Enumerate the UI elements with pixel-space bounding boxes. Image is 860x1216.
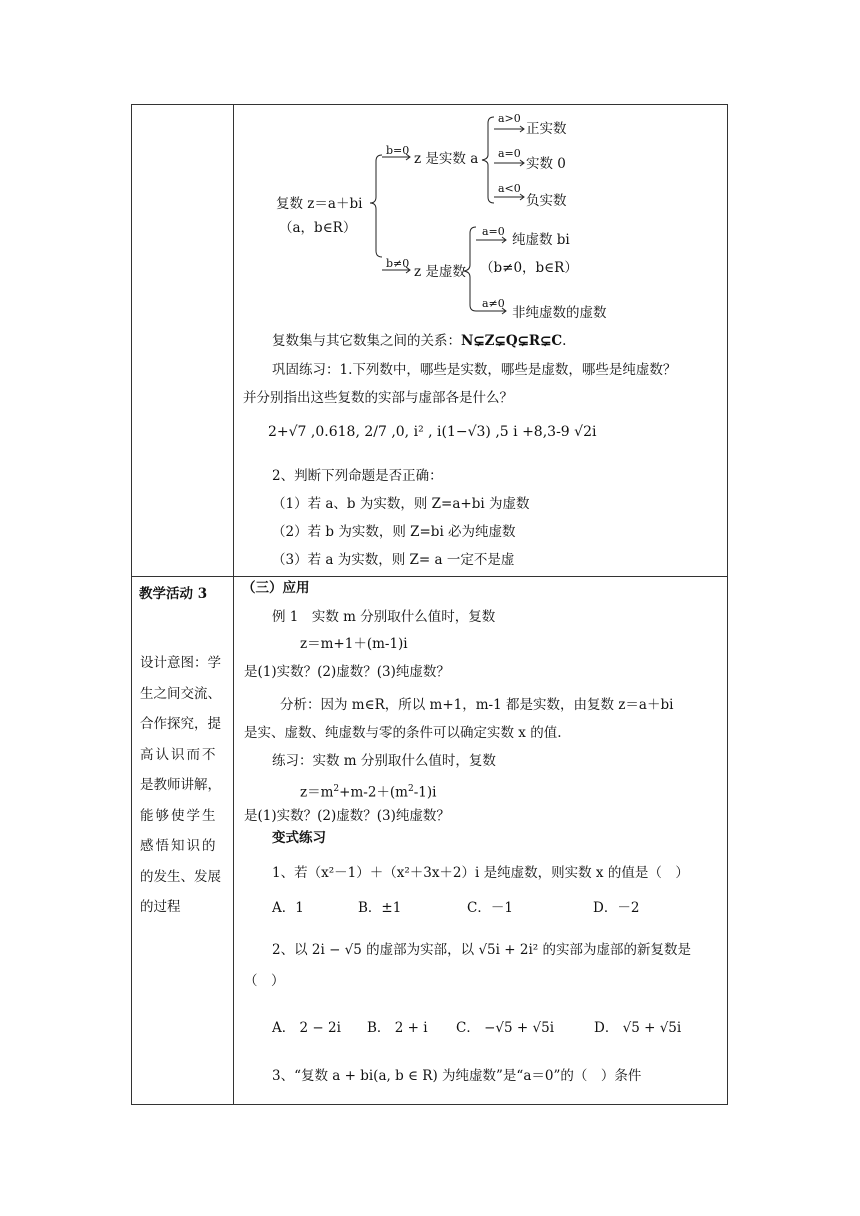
tree-root-label: 复数 z＝a＋bi bbox=[276, 196, 363, 212]
question2-line2: （ ） bbox=[244, 973, 285, 989]
practice2-title: 2、判断下列命题是否正确： bbox=[272, 468, 443, 484]
tree-negative-real: 负实数 bbox=[526, 193, 567, 209]
practice-line1: 练习：实数 m 分别取什么值时，复数 bbox=[272, 753, 496, 769]
tree-real-branch: z 是实数 a bbox=[414, 151, 479, 167]
tree-zero-condition: a=0 bbox=[498, 147, 521, 160]
variant-title: 变式练习 bbox=[272, 830, 326, 846]
tree-negative-condition: a<0 bbox=[498, 182, 521, 195]
question3: 3、“复数 a + bi(a, b ∈ R) 为纯虚数”是“a＝0”的（ ）条件 bbox=[272, 1068, 642, 1084]
complex-classification-diagram bbox=[232, 105, 632, 325]
practice2-item-2: （2）若 b 为实数，则 Z=bi 必为纯虚数 bbox=[272, 524, 516, 540]
practice-expression: $z=m^2+m-2+(m^2-1)i$ bbox=[300, 784, 437, 801]
q2-option-c: C． −√5 + √5i bbox=[456, 1020, 555, 1036]
tree-real-condition: b=0 bbox=[386, 144, 410, 157]
q2-option-a: A． 2 − 2i bbox=[272, 1020, 341, 1036]
analysis-line1: 分析：因为 m∈R，所以 m+1，m-1 都是实数，由复数 z＝a＋bi bbox=[280, 697, 674, 713]
tree-nonpure-imaginary: 非纯虚数的虚数 bbox=[512, 305, 607, 321]
tree-imag-condition: b≠0 bbox=[386, 257, 410, 270]
practice-question: 是(1)实数？(2)虚数？(3)纯虚数？ bbox=[244, 808, 450, 824]
tree-root-domain: （a，b∈R） bbox=[279, 220, 357, 236]
section-title: （三）应用 bbox=[242, 580, 310, 596]
q1-option-b: B．±1 bbox=[358, 900, 402, 916]
practice1-numbers: 2+√7 ,0.618, 2/7 ,0, i² , i(1−√3) ,5 i +8,3-9 √2i bbox=[268, 424, 597, 440]
practice1-line2: 并分别指出这些复数的实部与虚部各是什么？ bbox=[243, 390, 513, 406]
question1: 1、若（x²－1）＋（x²＋3x＋2）i 是纯虚数，则实数 x 的值是（ ） bbox=[272, 865, 689, 881]
tree-imag-branch: z 是虚数 bbox=[414, 264, 466, 280]
analysis-line2: 是实、虚数、纯虚数与零的条件可以确定实数 x 的值. bbox=[244, 725, 562, 741]
example1-line1: 例 1 实数 m 分别取什么值时，复数 bbox=[272, 609, 496, 625]
tree-positive-real: 正实数 bbox=[526, 121, 567, 137]
activity-label: 教学活动 3 bbox=[139, 586, 208, 602]
practice2-item-1: （1）若 a、b 为实数，则 Z=a+bi 为虚数 bbox=[272, 496, 530, 512]
q1-option-c: C．－1 bbox=[467, 900, 513, 916]
design-intent: 设计意图：学 生之间交流、 合作探究，提 高认识而不 是教师讲解， 能够使学生 感悟知识的 的发生、发展 的过程 bbox=[140, 655, 221, 915]
set-chain: N⊊Z⊊Q⊊R⊊C bbox=[461, 333, 563, 349]
example1-question: 是(1)实数？(2)虚数？(3)纯虚数？ bbox=[244, 664, 450, 680]
tree-positive-condition: a>0 bbox=[498, 112, 521, 125]
practice1-line1: 巩固练习：1.下列数中，哪些是实数，哪些是虚数，哪些是纯虚数？ bbox=[272, 362, 677, 378]
example1-expression: z＝m+1＋(m-1)i bbox=[300, 636, 408, 652]
q1-option-a: A．1 bbox=[272, 900, 304, 916]
q2-option-d: D． √5 + √5i bbox=[594, 1020, 682, 1036]
set-relation: 复数集与其它数集之间的关系：N⊊Z⊊Q⊊R⊊C. bbox=[272, 333, 567, 349]
tree-pure-imaginary: 纯虚数 bi bbox=[512, 232, 570, 248]
tree-pure-condition: a=0 bbox=[482, 225, 505, 238]
tree-zero-real: 实数 0 bbox=[526, 156, 566, 172]
question2-line1: 2、以 2i − √5 的虚部为实部，以 √5i + 2i² 的实部为虚部的新复数是 bbox=[272, 942, 691, 958]
row-divider bbox=[131, 576, 728, 577]
q2-option-b: B． 2 + i bbox=[367, 1020, 428, 1036]
tree-pure-note: （b≠0，b∈R） bbox=[480, 260, 578, 276]
q1-option-d: D．－2 bbox=[593, 900, 640, 916]
tree-nonpure-condition: a≠0 bbox=[482, 297, 505, 310]
practice2-item-3: （3）若 a 为实数，则 Z= a 一定不是虚 bbox=[272, 552, 515, 568]
